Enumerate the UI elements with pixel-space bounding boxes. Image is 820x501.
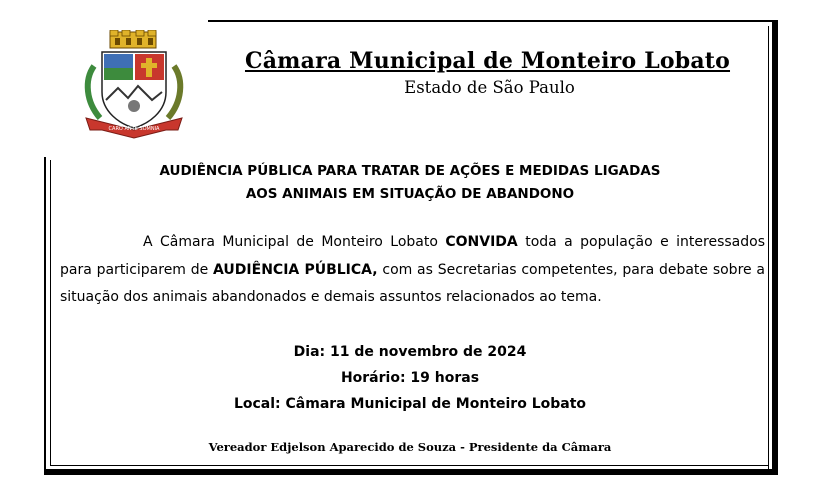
page-title: Câmara Municipal de Monteiro Lobato	[244, 48, 731, 74]
notice-heading-line2: AOS ANIMAIS EM SITUAÇÃO DE ABANDONO	[245, 186, 575, 202]
letterhead	[200, 48, 775, 97]
body-convida: CONVIDA	[445, 234, 518, 250]
notice-heading-line1: AUDIÊNCIA PÚBLICA PARA TRATAR DE AÇÕES E MEDIDAS LIGADAS	[159, 163, 661, 179]
frame-left-border	[44, 157, 46, 475]
frame-bottom-inner-border	[50, 465, 769, 466]
body-text-part1: A Câmara Municipal de Monteiro Lobato	[143, 234, 446, 250]
coat-of-arms-logo	[82, 30, 186, 140]
event-location: Local: Câmara Municipal de Monteiro Lobato	[233, 396, 587, 412]
event-details	[60, 339, 760, 417]
signature-line: Vereador Edjelson Aparecido de Souza - Presidente da Câmara	[208, 440, 612, 454]
coat-ribbon-motto: CARO ANTE SOMNIA	[108, 126, 160, 132]
notice-paragraph	[60, 229, 765, 312]
coat-of-arms-icon	[82, 30, 186, 140]
event-date: Dia: 11 de novembro de 2024	[293, 344, 527, 360]
event-time: Horário: 19 horas	[340, 370, 480, 386]
body-audiencia: AUDIÊNCIA PÚBLICA,	[213, 261, 378, 278]
frame-top-border	[208, 20, 778, 22]
frame-left-inner-border	[50, 160, 51, 465]
notice-heading	[60, 160, 760, 206]
body-text-part2: toda a população e interessados para participarem de	[60, 234, 765, 278]
page-subtitle: Estado de São Paulo	[404, 78, 575, 97]
notice-body	[60, 229, 765, 312]
body-text-part3: com as Secretarias competentes, para debate sobre a situação dos animais abandonados e demais assuntos relacionados ao tema.	[60, 261, 765, 305]
frame-bottom-border	[44, 469, 778, 475]
